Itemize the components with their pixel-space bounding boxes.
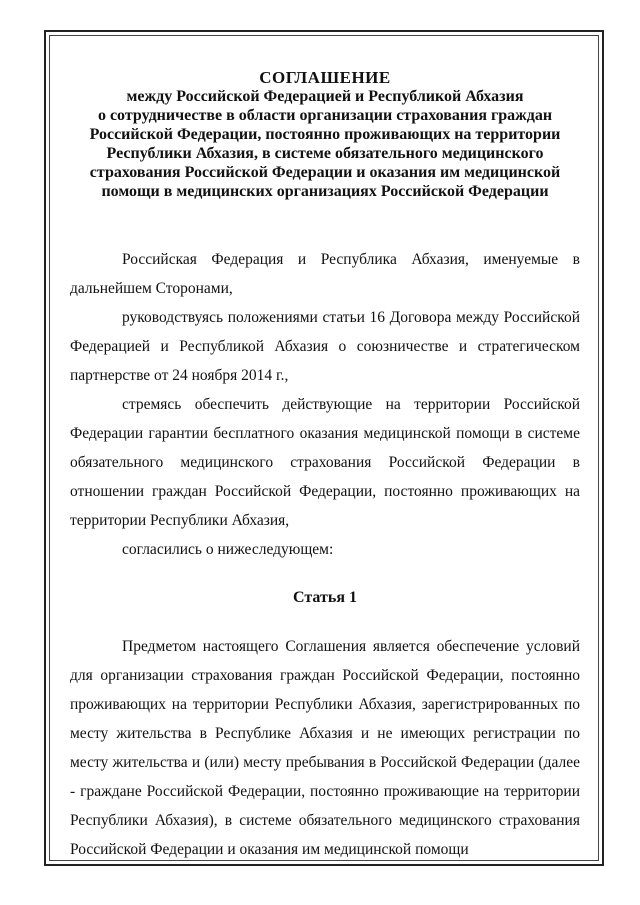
preamble-striving: стремясь обеспечить действующие на территории Российской Федерации гарантии бесплатного оказания медицинской помощи в системе обязательного медицинского страхования Российской Федерации в отношении граждан Российской Федерации, постоянно проживающих на территории Республики Абхазия, <box>70 396 580 529</box>
article-1-heading: Статья 1 <box>293 589 357 606</box>
preamble-guided: руководствуясь положениями статьи 16 Договора между Российской Федерацией и Республикой Абхазия о союзничестве и стратегическом партнерстве от 24 ноября 2014 г., <box>70 309 580 384</box>
title-line: о сотрудничестве в области организации страхования граждан <box>97 107 553 124</box>
article-1-text: Предметом настоящего Соглашения является обеспечение условий для организации страхования граждан Российской Федерации, постоянно проживающих на территории Республики Абхазия, зарегистрированных по месту жительства в Республике Абхазия и не имеющих регистрации по месту жительства и (или) месту пребывания в Российской Федерации (далее - граждане Российской Федерации, постоянно проживающие на территории Республики Абхазия), в системе обязательного медицинского страхования Российской Федерации и оказания им медицинской помощи <box>70 638 580 858</box>
title-line: Российской Федерации, постоянно проживающих на территории <box>89 126 561 143</box>
preamble-agreed: согласились о нижеследующем: <box>122 541 334 558</box>
title-line: помощи в медицинских организациях Российской Федерации <box>101 183 549 200</box>
document-body <box>70 68 580 864</box>
title-line: Республики Абхазия, в системе обязательного медицинского <box>106 145 544 162</box>
preamble-parties: Российская Федерация и Республика Абхазия, именуемые в дальнейшем Сторонами, <box>70 251 580 297</box>
title-line: между Российской Федерацией и Республикой Абхазия <box>126 88 524 105</box>
document-title <box>70 68 580 201</box>
title-line: страхования Российской Федерации и оказания им медицинской <box>89 164 561 181</box>
title-main: СОГЛАШЕНИЕ <box>259 68 391 87</box>
